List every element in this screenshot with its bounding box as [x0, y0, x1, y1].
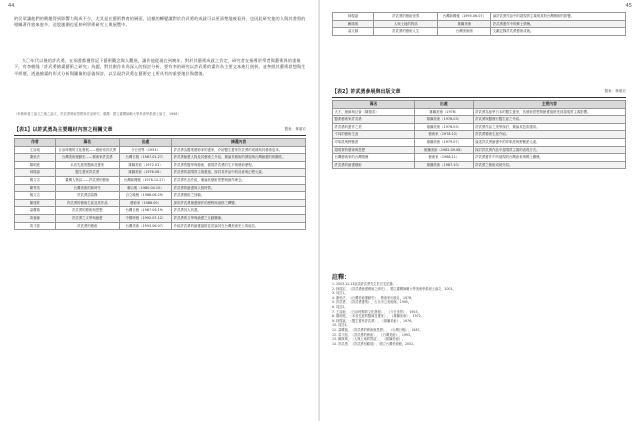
- table-row: [15, 154, 306, 162]
- table-cell: 台灣日報（1967.01.27）: [119, 154, 171, 162]
- table-cell: 許武勇的藝術與思想: [55, 207, 119, 215]
- table-cell: 許武勇之文學與繪畫: [55, 214, 119, 222]
- table-cell: 台灣新聞報（1978.12.27）: [119, 176, 171, 184]
- table-cell: 本省先進的醫師及畫家: [55, 161, 119, 169]
- table-cell: 文獻記錄許武勇藝術成就。: [491, 28, 626, 36]
- table-row: [15, 207, 306, 215]
- table-row: [15, 214, 306, 222]
- table-cell: 天才、繪師與社會（陳德彥）: [333, 108, 415, 116]
- table-2-rule: [332, 97, 626, 98]
- table-row: [15, 222, 306, 230]
- table-cell: 中國時報（1992.07.12）: [119, 214, 171, 222]
- table-row: [333, 138, 626, 146]
- table-cell: 不同的藝術生涯: [333, 131, 415, 139]
- table-cell: 許武勇繪畫人物及其藝術之介紹，兼論其藝術的發展與台灣繪畫的相關性。: [172, 154, 306, 162]
- table-cell: 台灣日報（1987.09.19）: [119, 207, 171, 215]
- reference-item: 4. 謝里法，《台灣美術運動史》，藝術家出版社，1978。: [332, 295, 415, 300]
- reference-item: 10. 同註4。: [332, 323, 350, 328]
- table-cell: 王詩琅: [15, 146, 56, 154]
- table-cell: 許武勇之藝術成就介紹。: [473, 161, 625, 169]
- table-cell: 楊文吉: [15, 176, 56, 184]
- reference-item: 14. 許武勇，《許武勇回顧展》，國立台灣美術館，2002。: [332, 341, 417, 346]
- table-cell: 許武勇畫作中的鄉土情懷。: [491, 20, 626, 28]
- table-cell: 聯合報（1980.04.10）: [119, 184, 171, 192]
- table-cell: 許武勇其人其畫。: [172, 207, 306, 215]
- table-cell: 雄獅美術（1987.10）: [415, 161, 474, 169]
- table-row: [333, 161, 626, 169]
- reference-item: 12. 黃才郎，〈許武勇的藝術〉，《台灣美術》，1993。: [332, 332, 414, 337]
- reference-item: 7. 王詩琅，〈日治時期的文化發展〉，《今日世界》，1953。: [332, 309, 421, 314]
- table-row: [15, 199, 306, 207]
- table-cell: 雄獅美術（1976.03）: [415, 123, 474, 131]
- table-cell: 藝術家（1978.12）: [415, 131, 474, 139]
- table-cell: 人與土地的對話: [374, 20, 438, 28]
- table-cell: 台灣美術的新時代: [55, 184, 119, 192]
- table-1-header-cell: 摘選內容: [172, 139, 306, 147]
- table-row: [333, 123, 626, 131]
- paragraph-2: 九〇年代以後的許武勇，在兩書都獲得記下藝術觀念與人觀展，讓作他從現在到晚年，對於其藝術成就之肯定，研究者在指導於學者與藝術界的重視下，有李朝隆「許武勇繪畫藝術之研究」為題，對其創作作為深入的探討分析，要有李的研究以許武勇的畫作為主要文本進行剖析，並參照其藝術思想與生平經歷，透過繪畫的形式分析與圖像的意義探討，以呈現許武勇在藝術史上所具有的重要地位與價值。: [14, 58, 306, 76]
- table-row: [15, 169, 306, 177]
- table-cell: 超現實的藝術與思想: [333, 146, 415, 154]
- table-cell: 醫業藝術家許武勇: [333, 116, 415, 124]
- table-cell: 台灣美術館: [438, 28, 491, 36]
- reference-item: 6. 同註2。: [332, 304, 348, 309]
- table-cell: 雄獅美術（1979.07）: [415, 138, 474, 146]
- table-1-grid: [14, 138, 306, 230]
- table-1-continued: [332, 12, 626, 36]
- table-cell: 鄭明進: [15, 161, 56, 169]
- table-cell: 介紹許武勇的繪畫風格並討論其在台灣美術史上的地位。: [172, 222, 306, 230]
- table-row: [333, 154, 626, 162]
- table-1-continued-grid: [332, 12, 626, 36]
- table-cell: 蕭瓊瑞: [15, 207, 56, 215]
- table-cell: 論許武勇作品中的超現實主義與其對台灣藝術的影響。: [491, 13, 626, 21]
- paragraph-1: 的民眾讓他們的興趣得到影響力與成不少，尤其是在藝術教育的層面，這樣的轉變讓對於許武勇的成就可以更清楚地被看到，也因此研究他的人與其書寫的相關著作愈來愈多，這股風潮也延伸到學術研究上與展覽中。: [14, 16, 306, 28]
- table-cell: 蕭文蘇: [333, 28, 374, 36]
- table-cell: 許武勇的藝術生涯及其作品: [55, 199, 119, 207]
- table-cell: 雄獅美術（1976）: [415, 108, 474, 116]
- table-cell: 許武勇與醫療行醫生涯之介紹。: [473, 116, 625, 124]
- table-row: [333, 108, 626, 116]
- reference-item: 9. 林惺嶽，〈醫生畫家許武勇〉，《雄獅美術》，1976。: [332, 318, 415, 323]
- footnote: （李鼎珍著之論文之後之論文，許武勇藝術思想與作品研究，臺灣：國立臺灣師範大學美術學系碩士論文，1998）: [14, 112, 181, 116]
- table-cell: 林惺嶽: [333, 13, 374, 21]
- table-1-caption: [14, 126, 306, 134]
- reference-item: 2. 林瑞宏，《許武勇繪畫藝術之研究》，國立臺灣師範大學美術學系碩士論文，2001。: [332, 286, 456, 291]
- table-2-header-cell: 篇名: [333, 101, 415, 109]
- table-cell: 論述許武勇繪畫中的印象派與野獸派元素。: [473, 138, 625, 146]
- table-cell: 許武勇畫作中所展現的台灣意象與鄉土關懷。: [473, 154, 625, 162]
- table-cell: 藝術家（1986.09）: [119, 199, 171, 207]
- table-2-title: 【表2】許武勇參展與出版文章: [332, 89, 401, 95]
- table-1-header-cell: 出處: [119, 139, 171, 147]
- table-row: [15, 176, 306, 184]
- table-cell: 許武勇的藝術: [55, 222, 119, 230]
- table-cell: 黃蓉蓉: [15, 214, 56, 222]
- table-cell: 台灣美術（1993.06.07）: [119, 222, 171, 230]
- table-cell: 許武勇的文學與繪畫之互動關係。: [172, 214, 306, 222]
- table-cell: 醫生畫家許武勇: [55, 169, 119, 177]
- table-row: [333, 146, 626, 154]
- table-row: [15, 184, 306, 192]
- table-cell: 許武勇的繪畫藝術: [333, 161, 415, 169]
- table-cell: 藝術家（1986.11）: [415, 154, 474, 162]
- table-row: [333, 13, 626, 21]
- table-2-header-row: [333, 101, 626, 109]
- table-cell: 台灣新聞報（1995.06.07）: [438, 13, 491, 21]
- table-1-source: 製表：林瑞宏: [284, 127, 306, 131]
- table-row: [333, 20, 626, 28]
- table-cell: 許武勇藝術之回顧。: [172, 192, 306, 200]
- table-cell: 台灣美術運動史——藝術家許武勇: [55, 154, 119, 162]
- references-title: 註釋：: [332, 274, 351, 281]
- references-list: [332, 282, 626, 416]
- table-2-source: 製表：林瑞宏: [604, 89, 626, 93]
- table-row: [15, 146, 306, 154]
- table-cell: 探討許武勇作品中超現實主義的表現方式。: [473, 146, 625, 154]
- page-number-left: 44: [8, 3, 15, 9]
- reference-item: 3. 同註1。: [332, 291, 348, 296]
- table-cell: 許武勇為醫業藝術家的畫家，介紹醫生畫家許武勇的成就與其藝術追求。: [172, 146, 306, 154]
- table-cell: 許武勇藝術生涯介紹。: [473, 131, 625, 139]
- table-cell: 雄獅美術（1972.01）: [119, 161, 171, 169]
- table-2-grid: [332, 100, 626, 169]
- right-page: [320, 0, 640, 421]
- table-cell: 臺灣人物誌——許武勇的藝術: [55, 176, 119, 184]
- table-cell: 今日世界（1953）: [119, 146, 171, 154]
- table-cell: 雄獅美術: [438, 20, 491, 28]
- table-cell: 許武勇為留學日本的醫生畫家，其藝術思想與繪畫風格受到超現實主義影響。: [473, 108, 625, 116]
- table-cell: 許武勇的藝術人生: [374, 28, 438, 36]
- reference-item: 11. 蕭瓊瑞，〈許武勇的藝術與思想〉，《台灣日報》，1987。: [332, 327, 423, 332]
- reference-item: 1. 2003.12.13訪談許武勇先生於自宅記錄。: [332, 282, 396, 286]
- table-cell: 許武勇的畫作之美: [333, 123, 415, 131]
- table-cell: 許武勇作品之美學探討，兼論其色彩運用。: [473, 123, 625, 131]
- table-cell: 賴瑛瑛: [333, 20, 374, 28]
- table-1-header-cell: 篇名: [55, 139, 119, 147]
- table-cell: 許武勇的超現實主義畫風，探討其作品中的詩意與幻想元素。: [172, 169, 306, 177]
- table-cell: 自立晚報（1988.06.29）: [119, 192, 171, 200]
- table-cell: 許武勇作品介紹，兼論其藝術思想與創作理念。: [172, 176, 306, 184]
- table-row: [15, 161, 306, 169]
- table-2: [332, 100, 626, 169]
- table-cell: 黃才郎: [15, 222, 56, 230]
- table-cell: 楊文吉: [15, 192, 56, 200]
- table-cell: 台灣藝術家的台灣情懷: [333, 154, 415, 162]
- table-cell: 雄獅美術（1976.08）: [119, 169, 171, 177]
- table-cell: 日治時期的文化發展——藝術家許武勇: [55, 146, 119, 154]
- reference-item: 13. 賴瑛瑛，〈人與土地的對話〉，《雄獅美術》。: [332, 337, 406, 342]
- table-1-rule: [14, 135, 306, 136]
- table-1-header-row: [15, 139, 306, 147]
- page-number-right: 45: [625, 3, 632, 9]
- table-row: [333, 131, 626, 139]
- table-cell: 許武勇的繪畫與人格特質。: [172, 184, 306, 192]
- table-cell: 雄獅美術（1982.09.08）: [415, 146, 474, 154]
- table-cell: 許武勇的醫學與藝術，描寫許武勇的生平與藝術歷程。: [172, 161, 306, 169]
- table-cell: 許武勇訪談錄: [55, 192, 119, 200]
- table-1-header-cell: 作者: [15, 139, 56, 147]
- reference-item: 5. 許武勇，《許武勇畫集》，台北市立美術館，1995。: [332, 300, 412, 305]
- table-cell: 印象派與野獸派: [333, 138, 415, 146]
- table-row: [333, 116, 626, 124]
- table-cell: 謝里法: [15, 154, 56, 162]
- table-row: [15, 192, 306, 200]
- table-2-header-cell: 出處: [415, 101, 474, 109]
- table-cell: 雄獅美術（1976.03）: [415, 116, 474, 124]
- table-cell: 陳建欽: [15, 199, 56, 207]
- table-1-title: 【表1】以許武勇為主要題材內容之相關文章: [14, 127, 113, 133]
- table-1: [14, 138, 306, 230]
- reference-item: 8. 鄭明進，〈本省先進的醫師及畫家〉，《雄獅美術》，1972。: [332, 314, 424, 319]
- table-cell: 探討許武勇繪畫創作的歷程與風格之轉變。: [172, 199, 306, 207]
- table-cell: 陳秀英: [15, 184, 56, 192]
- table-2-header-cell: 主要內容: [473, 101, 625, 109]
- table-cell: 許武勇的藝術世界: [374, 13, 438, 21]
- table-row: [333, 28, 626, 36]
- table-2-caption: [332, 88, 626, 96]
- table-cell: 林惺嶽: [15, 169, 56, 177]
